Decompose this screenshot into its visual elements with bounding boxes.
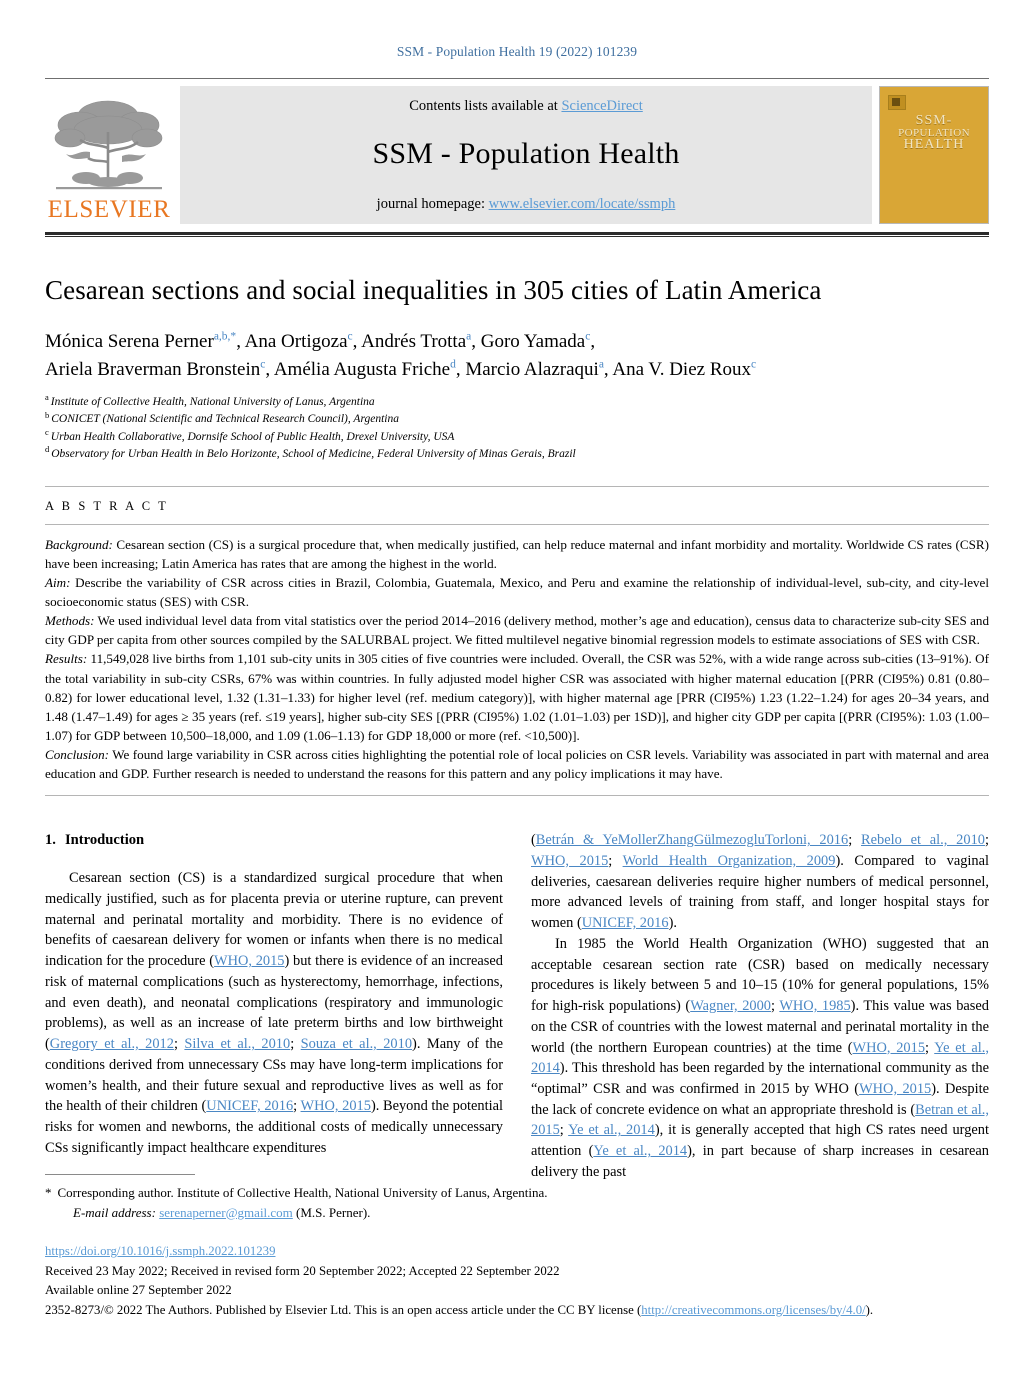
affiliation-item [45, 394, 989, 411]
cover-title-line1: SSM- [915, 113, 953, 128]
contents-prefix: Contents lists available at [409, 98, 562, 114]
affiliation-item [45, 446, 989, 463]
author-line-2: Ariela Braverman Bronstein$^c$, Amélia Augusta Friche$^d$, Marcio Alazraqui$^a$, Ana V. Diez Roux$^c$ [45, 359, 757, 381]
running-head: SSM - Population Health 19 (2022) 101239 [396, 44, 638, 59]
received-dates: Received 23 May 2022; Received in revised form 20 September 2022; Accepted 22 September 2022 [45, 1263, 560, 1278]
journal-homepage-line [377, 196, 676, 213]
email-label: E-mail address: [73, 1204, 156, 1220]
citation-link[interactable]: WHO, 2015 [531, 852, 609, 869]
citation-link[interactable]: Gregory et al., 2012 [49, 1036, 174, 1053]
abstract-methods [45, 611, 989, 649]
author-affiliation-marker: a [598, 359, 604, 372]
abstract-aim-label: Aim: [45, 574, 71, 590]
affiliation-text: Observatory for Urban Health in Belo Horizonte, School of Medicine, Federal University of Minas Gerais, Brazil [51, 448, 576, 461]
affiliation-list [45, 394, 989, 464]
citation-link[interactable]: Ye et al., 2014 [531, 1039, 989, 1077]
affiliation-text: CONICET (National Scientific and Technical Research Council), Argentina [51, 413, 399, 426]
corresponding-author-text: Corresponding author. Institute of Collective Health, National University of Lanus, Argentina. [57, 1185, 548, 1201]
author-name: Amélia Augusta Friche [273, 359, 451, 381]
page-title: Cesarean sections and social inequalities in 305 cities of Latin America [45, 275, 822, 305]
masthead-bottom-rule [45, 232, 989, 237]
abstract-aim-text: Describe the variability of CSR across cities in Brazil, Colombia, Guatemala, Mexico, and Peru and examine the relationship of individual-level, sub-city, and city-level socioeconomic status (SES) with CSR. [45, 574, 989, 610]
affiliation-text: Urban Health Collaborative, Dornsife School of Public Health, Drexel University, USA [50, 430, 455, 443]
abstract-background-text: Cesarean section (CS) is a surgical procedure that, when medically justified, can help reduce maternal and infant morbidity and mortality. Worldwide CS rates (CSR) have been increasing; Latin America has rates that are among the highest in the world. [45, 536, 989, 571]
citation-link[interactable]: World Health Organization, 2009 [622, 852, 836, 869]
copyright-suffix: ). [865, 1302, 874, 1317]
affiliation-item [45, 426, 989, 446]
citation-link[interactable]: Silva et al., 2010 [184, 1036, 291, 1053]
abstract-methods-label: Methods: [45, 613, 95, 629]
body-columns [45, 830, 989, 1182]
author-name: Goro Yamada [480, 330, 586, 352]
author-name: Ana V. Diez Roux [612, 359, 751, 381]
abstract-conclusion-label: Conclusion: [45, 746, 110, 762]
affiliation-text: Institute of Collective Health, National University of Lanus, Argentina [50, 395, 375, 408]
abstract-methods-text: We used individual level data from vital statistics over the period 2014–2016 (delivery method, mother’s age and education), census data to characterize sub-city SES and city GDP per capita from other sources compiled by the SALURBAL project. We fitted multilevel negative binomial regression models to estimate associations of SES with CSR. [45, 613, 989, 648]
email-note [45, 1203, 989, 1223]
abstract-results [45, 649, 989, 745]
elsevier-tree-icon [50, 92, 168, 196]
elsevier-wordmark: ELSEVIER [47, 196, 171, 223]
journal-masthead [45, 78, 989, 224]
author-line-1: Mónica Serena Perner$^{a,b,*}$, Ana Ortigoza$^c$, Andrés Trotta$^a$, Goro Yamada$^c$, [45, 330, 596, 352]
elsevier-logo [45, 86, 173, 224]
contents-line [409, 98, 643, 115]
journal-cover-thumbnail [879, 86, 989, 224]
citation-link[interactable]: WHO, 1985 [779, 998, 851, 1015]
corresponding-author-note [45, 1183, 989, 1203]
author-name: Andrés Trotta [361, 330, 467, 352]
author-affiliation-marker: c [260, 359, 266, 372]
author-affiliation-marker: d [450, 359, 456, 372]
citation-link[interactable]: Ye et al., 2014 [593, 1143, 688, 1160]
author-name: Mónica Serena Perner [45, 330, 214, 352]
author-list [45, 328, 989, 385]
affiliation-item [45, 411, 989, 428]
body-paragraph: In 1985 the World Health Organization (WHO) suggested that an acceptable cesarean section rate (CSR) based on medically necessary procedures is likely between 5 and 10–15 (10% for general populations, 15% for high-risk populations) (Wagner, 2000; WHO, 1985). This value was based on the CSR of countries with the lowest maternal and perinatal mortality in the world (the northern European countries) at the time (WHO, 2015; Ye et al., 2014). This threshold has been regarded by the international community as the “optimal” CSR and was confirmed in 2015 by WHO (WHO, 2015). Despite the lack of concrete evidence on what an appropriate threshold is (Betran et al., 2015; Ye et al., 2014), it is generally accepted that high CS rates need urgent attention (Ye et al., 2014), in part because of sharp increases in cesarean delivery the past [531, 935, 989, 1180]
author-name: Ana Ortigoza [244, 330, 348, 352]
license-link[interactable]: http://creativecommons.org/licenses/by/4.0/ [641, 1302, 866, 1317]
section-number: 1. [45, 832, 56, 849]
available-online-date: Available online 27 September 2022 [45, 1283, 232, 1298]
cover-emblem-icon [888, 95, 906, 110]
citation-link[interactable]: Rebelo et al., 2010 [861, 832, 985, 849]
cover-title-line2: POPULATION [898, 127, 970, 139]
citation-link[interactable]: Souza et al., 2010 [300, 1036, 413, 1053]
abstract-body [45, 525, 989, 783]
left-column-paragraphs [45, 868, 503, 1158]
copyright-prefix: 2352-8273/© 2022 The Authors. Published by Elsevier Ltd. This is an open access article under the CC BY license ( [45, 1302, 642, 1317]
abstract-heading: A B S T R A C T [45, 498, 169, 513]
doi-link[interactable]: https://doi.org/10.1016/j.ssmph.2022.101239 [45, 1244, 276, 1259]
citation-link[interactable]: WHO, 2015 [852, 1039, 926, 1056]
abstract-results-label: Results: [45, 651, 88, 667]
citation-link[interactable]: UNICEF, 2016 [581, 915, 669, 932]
masthead-center-panel [180, 86, 872, 224]
citation-link[interactable]: UNICEF, 2016 [206, 1098, 294, 1115]
footnote-rule [45, 1174, 195, 1175]
author-name: Ariela Braverman Bronstein [45, 359, 261, 381]
journal-title: SSM - Population Health [372, 136, 680, 170]
author-affiliation-marker: c [751, 359, 757, 372]
citation-link[interactable]: WHO, 2015 [300, 1098, 371, 1115]
abstract-background-label: Background: [45, 536, 113, 552]
body-column-left [45, 830, 503, 1182]
abstract-bottom-rule [45, 795, 989, 796]
body-paragraph: Cesarean section (CS) is a standardized surgical procedure that when medically justified, such as for placenta previa or uterine rupture, can prevent maternal and perinatal mortality and morbidity. There is no evidence of benefits of caesarean delivery for women or infants when there is no medical indication for the procedure (WHO, 2015) but there is evidence of an increased risk of maternal complications (such as hysterectomy, hemorrhage, infections, and even death), and neonatal complications (respiratory and immunologic problems), as well as an increase of late preterm births and low birthweight (Gregory et al., 2012; Silva et al., 2010; Souza et al., 2010). Many of the conditions derived from unnecessary CSs may have long-term implications for women’s health, and their future sexual and reproductive lives as well as for the health of their children (UNICEF, 2016; WHO, 2015). Beyond the potential risks for women and newborns, the additional costs of medically unnecessary CSs significantly impact healthcare expenditures [45, 870, 503, 1156]
sciencedirect-link[interactable]: ScienceDirect [561, 98, 643, 114]
author-affiliation-marker: c [585, 330, 591, 343]
affiliation-marker: c [45, 426, 49, 437]
homepage-prefix: journal homepage: [376, 196, 489, 212]
author-affiliation-marker: c [347, 330, 353, 343]
body-paragraph: (Betrán & YeMollerZhangGülmezogluTorloni, 2016; Rebelo et al., 2010; WHO, 2015; World Health Organization, 2009). Compared to vaginal deliveries, caesarean deliveries require higher numbers of medical personnel, more advanced levels of training from staff, and longer hospital stays for women (UNICEF, 2016). [531, 832, 989, 932]
citation-link[interactable]: WHO, 2015 [214, 953, 285, 970]
abstract-conclusion-text: We found large variability in CSR across cities highlighting the potential role of local policies on CSR levels. Variability was associated in part with maternal and area education and GDP. Further research is needed to understand the reasons for this pattern and any policy implications it may have. [45, 746, 989, 782]
body-column-right [531, 830, 989, 1182]
author-affiliation-marker: a,b,* [213, 330, 237, 343]
author-name: Marcio Alazraqui [465, 359, 599, 381]
cover-title-line3: HEALTH [903, 137, 965, 152]
section-title: Introduction [64, 832, 145, 849]
journal-homepage-link[interactable]: www.elsevier.com/locate/ssmph [488, 196, 676, 212]
email-link[interactable]: serenaperner@gmail.com [159, 1204, 293, 1220]
citation-link[interactable]: Betrán & YeMollerZhangGülmezogluTorloni, 2016 [535, 832, 849, 849]
abstract-aim [45, 573, 989, 611]
copyright-line [45, 1301, 989, 1320]
cover-title [880, 115, 988, 151]
citation-link[interactable]: Wagner, 2000 [690, 998, 771, 1015]
page-footer [45, 1174, 989, 1320]
abstract-results-text: 11,549,028 live births from 1,101 sub-city units in 305 cities of five countries were included. Overall, the CSR was 52%, with a wide range across sub-cities (13–91%). Of the total variability in sub-city CSRs, 67% was within countries. In fully adjusted model higher CSR was associated with higher maternal education [(PRR (CI95%) 0.81 (0.80–0.82) for lower educational level, 1.32 (1.31–1.33) for higher level (ref. medium category)], with higher maternal age [PRR (CI95%) 1.23 (1.22–1.24) for ages 20–34 years, and 1.48 (1.47–1.49) for ages ≥ 35 years (ref. ≤19 years], higher sub-city SES [(PRR (CI95%) 1.02 (1.01–1.03) per 1SD)], and higher city GDP per capita [(PRR (CI95%): 1.03 (1.00–1.07) for GDP between 10,500–18,000, and 1.09 (1.06–1.13) for GDP 18,000 or more (ref. <10,500)]. [45, 651, 989, 743]
affiliation-marker: b [45, 409, 50, 420]
abstract-section [45, 486, 989, 796]
citation-link[interactable]: Ye et al., 2014 [568, 1122, 655, 1139]
abstract-conclusion [45, 745, 989, 783]
affiliation-marker: d [45, 444, 50, 455]
citation-link[interactable]: WHO, 2015 [859, 1080, 932, 1097]
right-column-paragraphs [531, 830, 989, 1182]
footnote-star: * [45, 1185, 52, 1201]
author-affiliation-marker: a [466, 330, 472, 343]
email-suffix: (M.S. Perner). [296, 1204, 371, 1220]
abstract-background [45, 535, 989, 573]
section-heading-introduction [45, 830, 503, 851]
citation-link[interactable]: Betran et al., 2015 [531, 1101, 989, 1139]
affiliation-marker: a [45, 392, 49, 403]
publication-meta [45, 1242, 989, 1320]
